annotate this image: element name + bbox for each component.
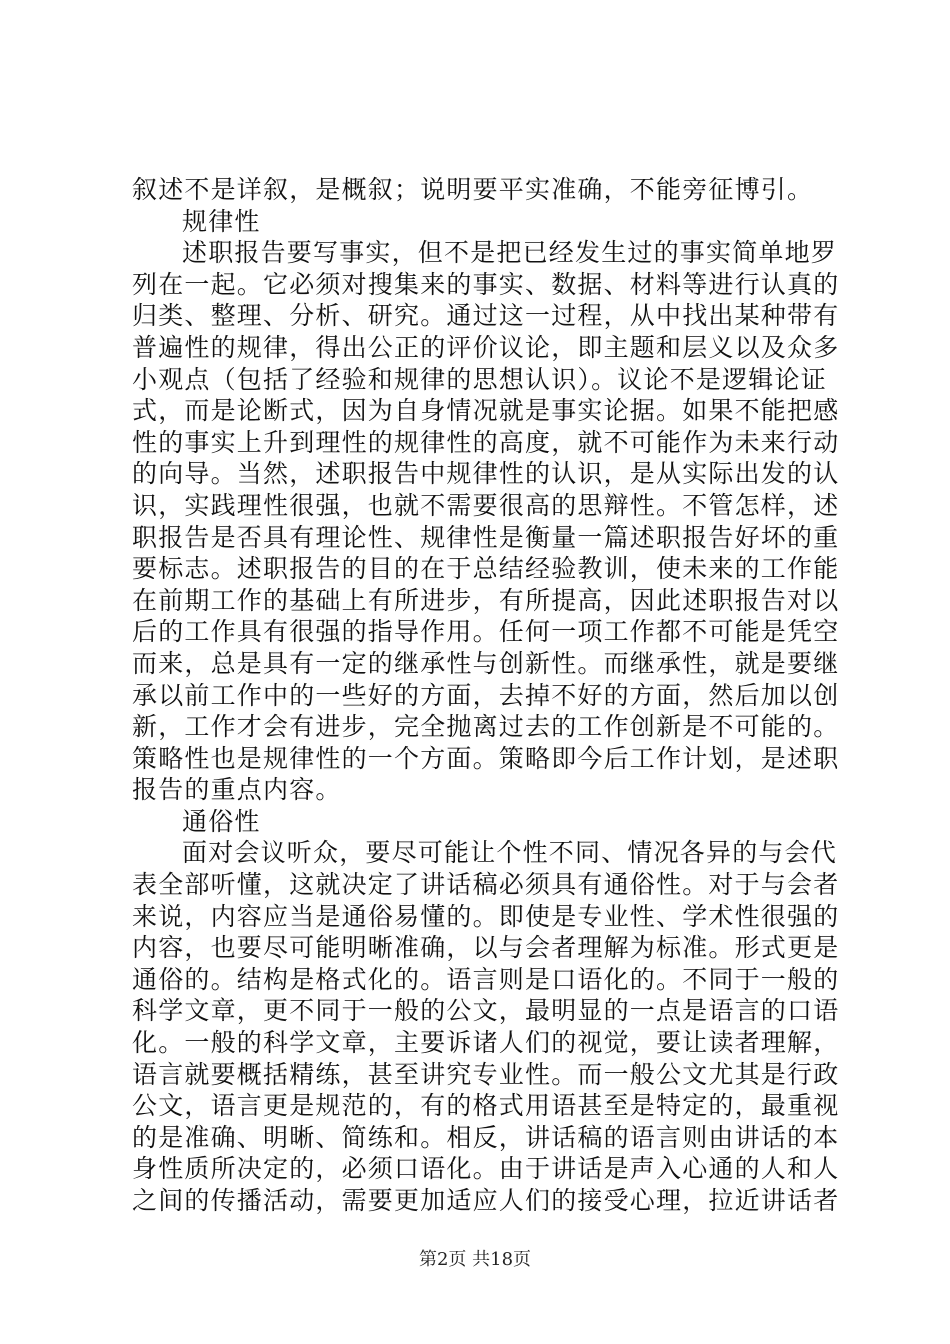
page-footer: 第2页 共18页 xyxy=(418,1249,532,1270)
text-line: 科学文章，更不同于一般的公文，最明显的一点是语言的口语 xyxy=(132,996,840,1026)
text-line: 而来，总是具有一定的继承性与创新性。而继承性，就是要继 xyxy=(132,648,840,678)
text-line: 后的工作具有很强的指导作用。任何一项工作都不可能是凭空 xyxy=(132,617,840,647)
document-body xyxy=(132,174,840,1217)
text-line: 语言就要概括精练，甚至讲究专业性。而一般公文尤其是行政 xyxy=(132,1059,840,1089)
text-line: 归类、整理、分析、研究。通过这一过程，从中找出某种带有 xyxy=(132,301,840,331)
text-line: 通俗性 xyxy=(182,806,261,836)
text-line: 的是准确、明晰、简练和。相反，讲话稿的语言则由讲话的本 xyxy=(132,1122,840,1152)
text-line: 身性质所决定的，必须口语化。由于讲话是声入心通的人和人 xyxy=(132,1154,840,1184)
text-line: 来说，内容应当是通俗易懂的。即使是专业性、学术性很强的 xyxy=(132,901,840,931)
text-line: 通俗的。结构是格式化的。语言则是口语化的。不同于一般的 xyxy=(132,964,840,994)
text-line: 职报告是否具有理论性、规律性是衡量一篇述职报告好坏的重 xyxy=(132,522,840,552)
text-line: 性的事实上升到理性的规律性的高度，就不可能作为未来行动 xyxy=(132,427,840,457)
text-line: 新，工作才会有进步，完全抛离过去的工作创新是不可能的。 xyxy=(132,712,840,742)
text-line: 策略性也是规律性的一个方面。策略即今后工作计划，是述职 xyxy=(132,743,840,773)
text-line: 面对会议听众，要尽可能让个性不同、情况各异的与会代 xyxy=(182,838,838,868)
text-line: 承以前工作中的一些好的方面，去掉不好的方面，然后加以创 xyxy=(132,680,840,710)
text-line: 公文，语言更是规范的，有的格式用语甚至是特定的，最重视 xyxy=(132,1091,840,1121)
text-line: 要标志。述职报告的目的在于总结经验教训，使未来的工作能 xyxy=(132,554,840,584)
text-line: 的向导。当然，述职报告中规律性的认识，是从实际出发的认 xyxy=(132,459,840,489)
text-line: 内容，也要尽可能明晰准确，以与会者理解为标准。形式更是 xyxy=(132,933,840,963)
text-line: 式，而是论断式，因为自身情况就是事实论据。如果不能把感 xyxy=(132,396,840,426)
text-line: 表全部听懂，这就决定了讲话稿必须具有通俗性。对于与会者 xyxy=(132,870,840,900)
text-line: 化。一般的科学文章，主要诉诸人们的视觉，要让读者理解， xyxy=(132,1028,840,1058)
text-line: 述职报告要写事实，但不是把已经发生过的事实简单地罗 xyxy=(182,238,838,268)
text-line: 识，实践理性很强，也就不需要很高的思辩性。不管怎样，述 xyxy=(132,490,840,520)
text-line: 报告的重点内容。 xyxy=(132,775,342,805)
text-line: 在前期工作的基础上有所进步，有所提高，因此述职报告对以 xyxy=(132,585,840,615)
text-line: 小观点（包括了经验和规律的思想认识）。议论不是逻辑论证 xyxy=(132,364,827,394)
text-line: 规律性 xyxy=(182,206,261,236)
text-line: 叙述不是详叙，是概叙；说明要平实准确，不能旁征博引。 xyxy=(132,175,814,204)
text-line: 普遍性的规律，得出公正的评价议论，即主题和层义以及众多 xyxy=(132,332,840,362)
text-line: 之间的传播活动，需要更加适应人们的接受心理，拉近讲话者 xyxy=(132,1186,840,1215)
text-line: 列在一起。它必须对搜集来的事实、数据、材料等进行认真的 xyxy=(132,269,840,299)
